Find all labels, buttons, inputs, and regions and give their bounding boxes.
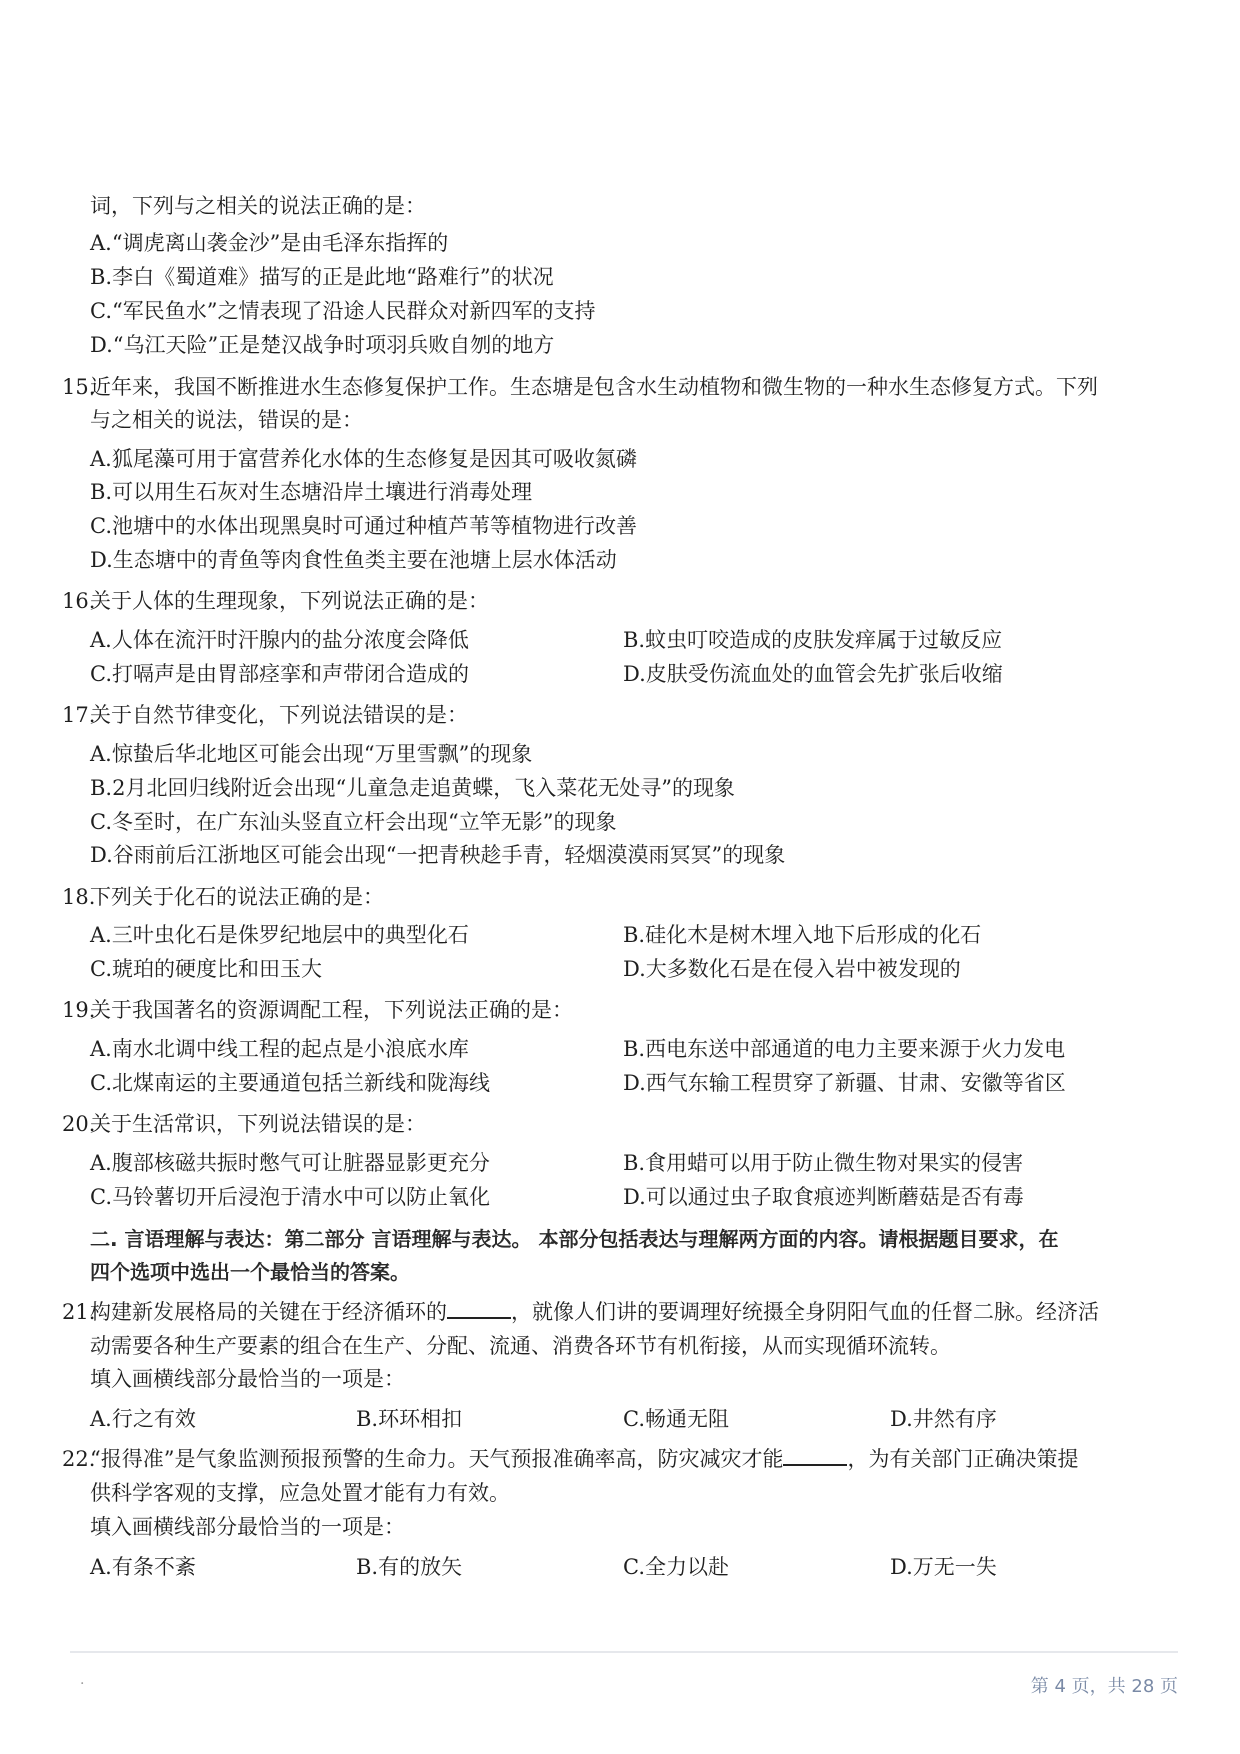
answer-option: A.“调虎离山袭金沙”是由毛泽东指挥的 [90, 231, 449, 255]
fill-blank [447, 1299, 511, 1319]
fill-blank [783, 1446, 847, 1466]
answer-option: A.行之有效 [90, 1407, 196, 1431]
answer-option: A.狐尾藻可用于富营养化水体的生态修复是因其可吸收氮磷 [90, 447, 637, 471]
question-stem: 下列关于化石的说法正确的是： [90, 885, 384, 909]
answer-option: A.腹部核磁共振时憋气可让脏器显影更充分 [90, 1151, 490, 1175]
answer-option: B.硅化木是树木埋入地下后形成的化石 [623, 923, 982, 947]
stem-text: “报得准”是气象监测预报预警的生命力。天气预报准确率高，防灾减灾才能 [90, 1447, 784, 1471]
question-stem: 近年来，我国不断推进水生态修复保护工作。生态塘是包含水生动植物和微生物的一种水生态修复方式。下列 [90, 375, 1098, 399]
question-number: 21. [62, 1300, 96, 1324]
answer-option: D.大多数化石是在侵入岩中被发现的 [623, 957, 961, 981]
section-heading: 四个选项中选出一个最恰当的答案。 [90, 1260, 410, 1284]
question-stem: 动需要各种生产要素的组合在生产、分配、流通、消费各环节有机衔接，从而实现循环流转。 [90, 1334, 951, 1358]
answer-option: D.谷雨前后江浙地区可能会出现“一把青秧趁手青，轻烟漠漠雨冥冥”的现象 [90, 843, 786, 867]
answer-option: D.生态塘中的青鱼等肉食性鱼类主要在池塘上层水体活动 [90, 548, 617, 572]
question-stem: 关于我国著名的资源调配工程，下列说法正确的是： [90, 998, 573, 1022]
footer-dot: · [80, 1676, 85, 1692]
page-number: 第 4 页，共 28 页 [1030, 1676, 1178, 1697]
question-stem: 关于生活常识，下列说法错误的是： [90, 1112, 426, 1136]
answer-option: B.有的放矢 [356, 1555, 463, 1579]
answer-option: C.琥珀的硬度比和田玉大 [90, 957, 322, 981]
answer-option: B.食用蜡可以用于防止微生物对果实的侵害 [623, 1151, 1024, 1175]
question-stem: 与之相关的说法，错误的是： [90, 408, 363, 432]
answer-option: C.池塘中的水体出现黑臭时可通过种植芦苇等植物进行改善 [90, 514, 637, 538]
answer-option: C.打嗝声是由胃部痉挛和声带闭合造成的 [90, 662, 469, 686]
answer-option: B.西电东送中部通道的电力主要来源于火力发电 [623, 1037, 1066, 1061]
answer-option: A.有条不紊 [90, 1555, 196, 1579]
answer-option: D.万无一失 [890, 1555, 997, 1579]
answer-option: C.北煤南运的主要通道包括兰新线和陇海线 [90, 1071, 490, 1095]
question-stem: 供科学客观的支撑，应急处置才能有力有效。 [90, 1481, 510, 1505]
answer-option: C.冬至时，在广东汕头竖直立杆会出现“立竿无影”的现象 [90, 810, 617, 834]
stem-text: 构建新发展格局的关键在于经济循环的 [90, 1300, 447, 1324]
question-stem [90, 1446, 1078, 1472]
answer-option: C.全力以赴 [623, 1555, 729, 1579]
question-stem: 词，下列与之相关的说法正确的是： [90, 194, 426, 218]
answer-option: A.惊蛰后华北地区可能会出现“万里雪飘”的现象 [90, 742, 533, 766]
answer-option: B.2月北回归线附近会出现“儿童急走追黄蝶，飞入菜花无处寻”的现象 [90, 776, 735, 800]
question-prompt: 填入画横线部分最恰当的一项是： [90, 1515, 405, 1539]
question-number: 20. [62, 1112, 96, 1136]
answer-option: C.“军民鱼水”之情表现了沿途人民群众对新四军的支持 [90, 299, 596, 323]
question-stem: 关于人体的生理现象，下列说法正确的是： [90, 589, 489, 613]
answer-option: B.李白《蜀道难》描写的正是此地“路难行”的状况 [90, 265, 554, 289]
answer-option: D.“乌江天险”正是楚汉战争时项羽兵败自刎的地方 [90, 333, 555, 357]
question-number: 17. [62, 703, 96, 727]
answer-option: A.人体在流汗时汗腺内的盐分浓度会降低 [90, 628, 469, 652]
answer-option: A.南水北调中线工程的起点是小浪底水库 [90, 1037, 469, 1061]
question-prompt: 填入画横线部分最恰当的一项是： [90, 1367, 405, 1391]
question-number: 22. [62, 1447, 96, 1471]
answer-option: B.可以用生石灰对生态塘沿岸土壤进行消毒处理 [90, 480, 533, 504]
footer-divider [70, 1651, 1178, 1653]
answer-option: D.皮肤受伤流血处的血管会先扩张后收缩 [623, 662, 1003, 686]
answer-option: C.马铃薯切开后浸泡于清水中可以防止氧化 [90, 1185, 490, 1209]
section-heading: 二. 言语理解与表达：第二部分 言语理解与表达。 本部分包括表达与理解两方面的内容。请根据题目要求，在 [90, 1227, 1059, 1251]
question-stem: 关于自然节律变化，下列说法错误的是： [90, 703, 468, 727]
answer-option: A.三叶虫化石是侏罗纪地层中的典型化石 [90, 923, 469, 947]
answer-option: B.环环相扣 [356, 1407, 463, 1431]
stem-text: ，为有关部门正确决策提 [847, 1447, 1079, 1471]
question-stem [90, 1299, 1099, 1325]
question-number: 18. [62, 885, 96, 909]
answer-option: C.畅通无阻 [623, 1407, 729, 1431]
question-number: 15. [62, 375, 96, 399]
answer-option: D.井然有序 [890, 1407, 997, 1431]
answer-option: D.可以通过虫子取食痕迹判断蘑菇是否有毒 [623, 1185, 1024, 1209]
answer-option: B.蚊虫叮咬造成的皮肤发痒属于过敏反应 [623, 628, 1003, 652]
question-number: 19. [62, 998, 96, 1022]
question-number: 16. [62, 589, 96, 613]
answer-option: D.西气东输工程贯穿了新疆、甘肃、安徽等省区 [623, 1071, 1066, 1095]
stem-text: ，就像人们讲的要调理好统摄全身阴阳气血的任督二脉。经济活 [511, 1300, 1099, 1324]
